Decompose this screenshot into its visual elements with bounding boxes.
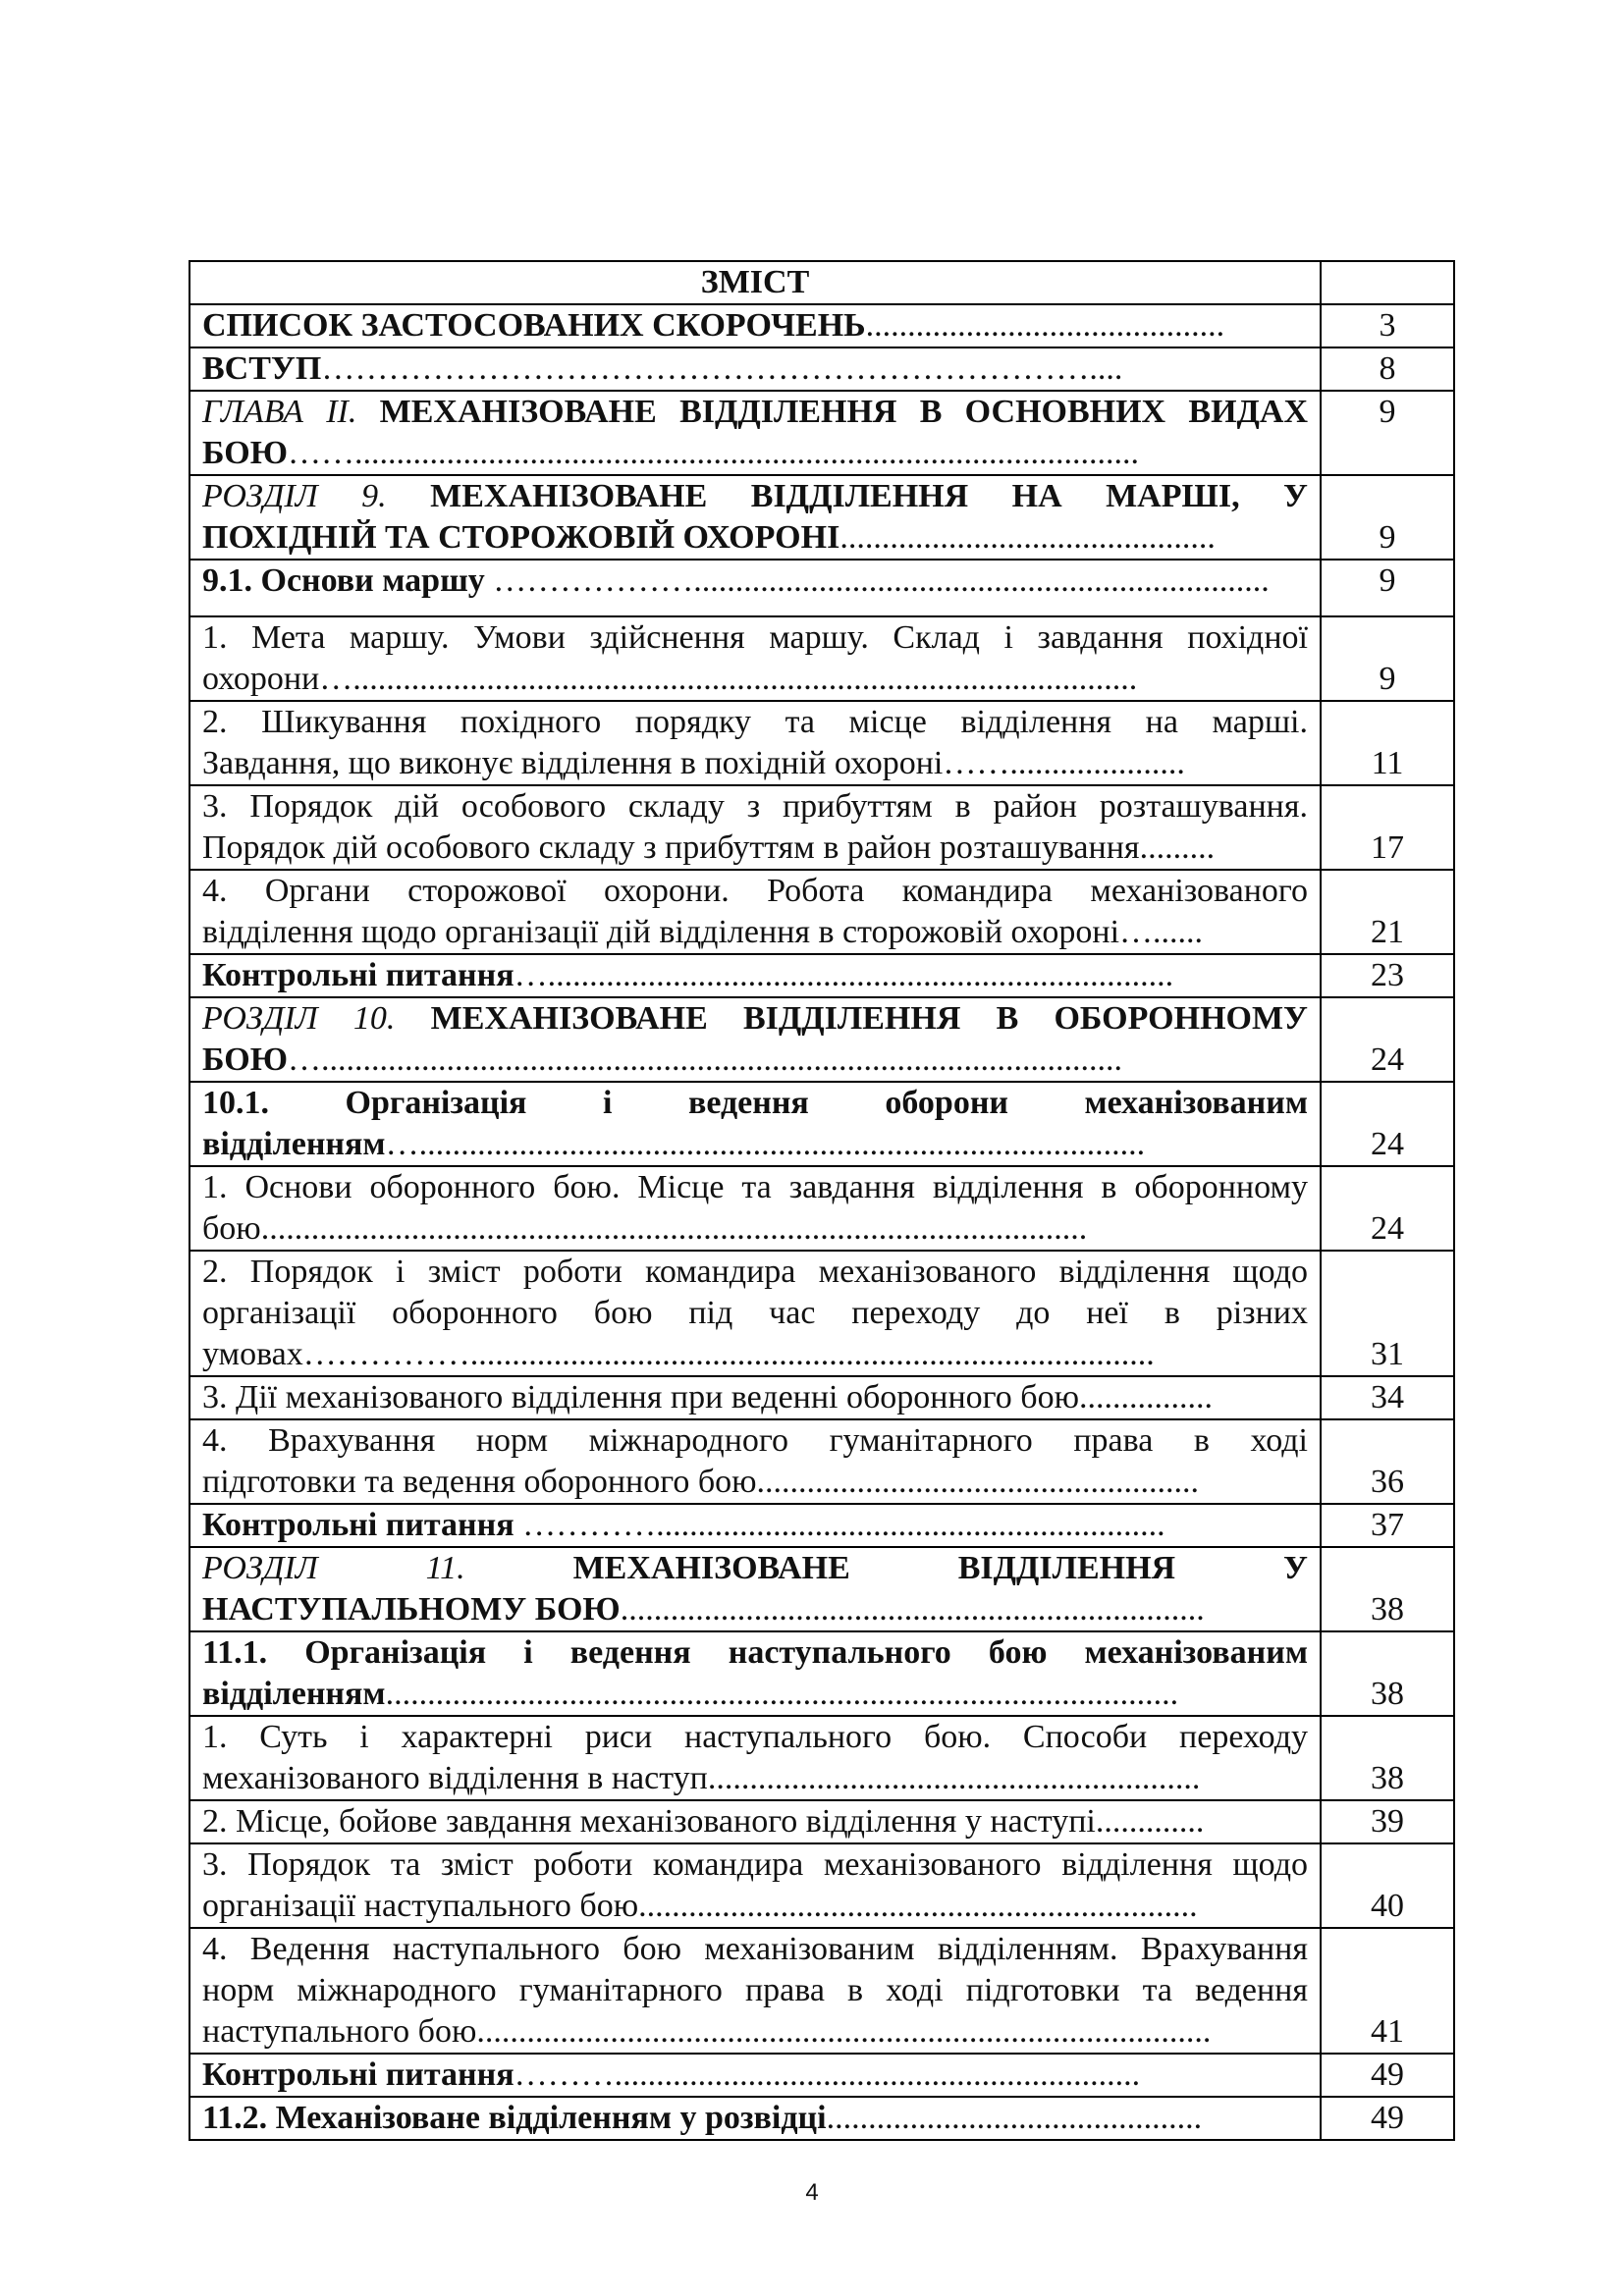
toc-heading: ЗМІСТ <box>189 261 1321 304</box>
toc-entry-title: 10.1. Організація і ведення оборони механізованим <box>202 1085 1308 1121</box>
toc-page: 38 <box>1321 1716 1454 1800</box>
toc-row <box>189 1928 1454 2054</box>
toc-entry-prefix: ГЛАВА ІІ. <box>202 394 357 430</box>
toc-entry <box>189 1166 1321 1251</box>
toc-entry-title: МЕХАНІЗОВАНЕ ВІДДІЛЕННЯ В ОСНОВНИХ ВИДАХ <box>379 394 1309 430</box>
toc-page: 24 <box>1321 997 1454 1082</box>
toc-row <box>189 2054 1454 2097</box>
toc-entry-text-cont: відділення щодо організації дій відділення в сторожовій охороні <box>202 914 1120 950</box>
toc-dots: …........................................................................... <box>514 957 1174 993</box>
toc-row <box>189 997 1454 1082</box>
toc-entry-text-cont: організації наступального бою <box>202 1888 639 1924</box>
toc-entry-title: 9.1. Основи маршу <box>202 562 485 599</box>
toc-dots: ............. <box>1095 1803 1205 1840</box>
toc-dots: ………………..................................................................... <box>484 562 1270 599</box>
toc-entry <box>189 475 1321 560</box>
toc-page: 9 <box>1321 616 1454 701</box>
toc-dots: …................................................................................................ <box>287 1041 1122 1078</box>
toc-entry-text-mid: норм міжнародного гуманітарного права в ході підготовки та ведення <box>202 1972 1308 2008</box>
toc-entry-text: 4. Врахування норм міжнародного гуманітарного права в ході <box>202 1422 1308 1459</box>
toc-dots: …………………………………………………………….... <box>321 350 1123 387</box>
toc-entry-text-mid: організації оборонного бою під час переходу до неї в різних <box>202 1295 1308 1331</box>
toc-row <box>189 1547 1454 1631</box>
toc-entry-title: МЕХАНІЗОВАНЕ ВІДДІЛЕННЯ В ОБОРОННОМУ <box>430 1000 1308 1037</box>
toc-entry-text: 3. Порядок та зміст роботи командира механізованого відділення щодо <box>202 1846 1308 1883</box>
toc-entry <box>189 701 1321 785</box>
toc-page: 31 <box>1321 1251 1454 1376</box>
toc-row <box>189 1251 1454 1376</box>
toc-entry <box>189 997 1321 1082</box>
toc-row <box>189 347 1454 391</box>
toc-entry <box>189 1251 1321 1376</box>
toc-row <box>189 1166 1454 1251</box>
toc-entry-text-cont: охорони <box>202 661 320 697</box>
toc-entry-prefix: РОЗДІЛ 11. <box>202 1550 465 1586</box>
toc-entry <box>189 2054 1321 2097</box>
toc-dots: ........................................... <box>865 307 1225 344</box>
toc-entry-title-cont: БОЮ <box>202 435 288 471</box>
toc-page: 38 <box>1321 1631 1454 1716</box>
toc-row <box>189 2097 1454 2140</box>
toc-entry-title-cont: БОЮ <box>202 1041 288 1078</box>
toc-entry-text: 4. Органи сторожової охорони. Робота командира механізованого <box>202 873 1308 909</box>
toc-page: 36 <box>1321 1419 1454 1504</box>
toc-entry-title: МЕХАНІЗОВАНЕ ВІДДІЛЕННЯ У <box>572 1550 1309 1586</box>
toc-dots: ...................................................................... <box>620 1591 1205 1628</box>
toc-entry-title: 11.1. Організація і ведення наступального бою механізованим <box>202 1634 1308 1671</box>
toc-page: 21 <box>1321 870 1454 954</box>
toc-entry-text: 2. Шикування похідного порядку та місце відділення на марші. <box>202 704 1308 740</box>
toc-row <box>189 1800 1454 1843</box>
toc-dots: ................ <box>1078 1379 1213 1415</box>
toc-entry <box>189 954 1321 997</box>
toc-page: 38 <box>1321 1547 1454 1631</box>
toc-dots: ............................................. <box>826 2100 1203 2136</box>
toc-entry-text: 3. Порядок дій особового складу з прибуттям в район розташування. <box>202 788 1308 825</box>
toc-entry <box>189 1376 1321 1419</box>
toc-heading-page-cell <box>1321 261 1454 304</box>
toc-page: 11 <box>1321 701 1454 785</box>
toc-dots: …...... <box>1119 914 1204 950</box>
toc-row <box>189 1716 1454 1800</box>
toc-dots: ….............................................................................................. <box>319 661 1138 697</box>
toc-dots: ........................................................................................ <box>476 2013 1212 2050</box>
toc-entry <box>189 347 1321 391</box>
toc-entry-title: Контрольні питання <box>202 1507 514 1543</box>
toc-entry-title-cont: відділенням <box>202 1126 386 1162</box>
toc-page: 9 <box>1321 391 1454 475</box>
toc-entry-text: 3. Дії механізованого відділення при веденні оборонного бою <box>202 1379 1079 1415</box>
toc-dots: ............................................................................................... <box>385 1676 1179 1712</box>
toc-entry <box>189 560 1321 616</box>
toc-page: 39 <box>1321 1800 1454 1843</box>
toc-page: 37 <box>1321 1504 1454 1547</box>
toc-row <box>189 304 1454 347</box>
toc-entry <box>189 2097 1321 2140</box>
toc-entry-text: 1. Основи оборонного бою. Місце та завдання відділення в оборонному <box>202 1169 1308 1205</box>
toc-entry-text: 1. Мета маршу. Умови здійснення маршу. Склад і завдання похідної <box>202 619 1308 656</box>
toc-entry-text-cont: бою <box>202 1210 261 1247</box>
table-of-contents <box>189 260 1455 2141</box>
toc-entry <box>189 785 1321 870</box>
toc-dots: ..................................................... <box>756 1464 1200 1500</box>
toc-dots: …….............................................................................................. <box>287 435 1139 471</box>
toc-entry-title: 11.2. Механізоване відділенням у розвідці <box>202 2100 827 2136</box>
toc-entry-text: 4. Ведення наступального бою механізованим відділенням. Врахування <box>202 1931 1308 1967</box>
toc-row <box>189 1376 1454 1419</box>
toc-row <box>189 870 1454 954</box>
toc-dots: ......... <box>1139 829 1216 866</box>
toc-entry <box>189 1928 1321 2054</box>
toc-entry <box>189 391 1321 475</box>
toc-heading-row <box>189 261 1454 304</box>
toc-entry-text-cont: Порядок дій особового складу з прибуттям в район розташування <box>202 829 1140 866</box>
toc-entry-title: Контрольні питання <box>202 2056 514 2093</box>
toc-entry-text: 2. Порядок і зміст роботи командира механізованого відділення щодо <box>202 1254 1308 1290</box>
toc-row <box>189 560 1454 616</box>
toc-entry-title-cont: відділенням <box>202 1676 386 1712</box>
toc-row <box>189 1631 1454 1716</box>
toc-dots: …....................................................................................... <box>385 1126 1146 1162</box>
toc-page: 49 <box>1321 2097 1454 2140</box>
toc-entry <box>189 870 1321 954</box>
toc-dots: ................................................................... <box>638 1888 1198 1924</box>
toc-row <box>189 616 1454 701</box>
toc-entry-text-cont: підготовки та ведення оборонного бою <box>202 1464 757 1500</box>
toc-page: 41 <box>1321 1928 1454 2054</box>
toc-entry-title-cont: НАСТУПАЛЬНОМУ БОЮ <box>202 1591 621 1628</box>
toc-entry <box>189 1843 1321 1928</box>
toc-page: 49 <box>1321 2054 1454 2097</box>
toc-entry-title: МЕХАНІЗОВАНЕ ВІДДІЛЕННЯ НА МАРШІ, У <box>430 478 1308 514</box>
toc-entry-text-cont: умовах <box>202 1336 303 1372</box>
toc-page: 9 <box>1321 475 1454 560</box>
toc-page: 3 <box>1321 304 1454 347</box>
toc-entry-title-cont: ПОХІДНІЙ ТА СТОРОЖОВІЙ ОХОРОНІ <box>202 519 840 556</box>
toc-page: 17 <box>1321 785 1454 870</box>
toc-entry-prefix: РОЗДІЛ 10. <box>202 1000 396 1037</box>
toc-entry-text-cont: механізованого відділення в наступ <box>202 1760 708 1796</box>
toc-entry-text: 1. Суть і характерні риси наступального бою. Способи переходу <box>202 1719 1308 1755</box>
toc-entry-text-cont: Завдання, що виконує відділення в похідній охороні <box>202 745 944 781</box>
toc-page: 9 <box>1321 560 1454 616</box>
toc-entry <box>189 1716 1321 1800</box>
toc-entry <box>189 616 1321 701</box>
toc-dots: …………….................................................................................. <box>302 1336 1155 1372</box>
toc-row <box>189 954 1454 997</box>
toc-row <box>189 1843 1454 1928</box>
toc-dots: …………............................................................. <box>514 1507 1165 1543</box>
toc-page: 8 <box>1321 347 1454 391</box>
toc-row <box>189 701 1454 785</box>
toc-entry <box>189 304 1321 347</box>
toc-page: 40 <box>1321 1843 1454 1928</box>
toc-entry-text-cont: наступального бою <box>202 2013 477 2050</box>
toc-dots: ................................................................................................... <box>260 1210 1088 1247</box>
toc-entry <box>189 1504 1321 1547</box>
page-number: 4 <box>805 2179 819 2206</box>
toc-entry <box>189 1547 1321 1631</box>
toc-entry-title: Контрольні питання <box>202 957 514 993</box>
toc-page: 34 <box>1321 1376 1454 1419</box>
toc-row <box>189 785 1454 870</box>
toc-row <box>189 1504 1454 1547</box>
toc-page: 24 <box>1321 1082 1454 1166</box>
toc-entry <box>189 1631 1321 1716</box>
toc-row <box>189 391 1454 475</box>
toc-dots: ………............................................................... <box>514 2056 1141 2093</box>
toc-dots: ........................................................... <box>707 1760 1201 1796</box>
toc-page: 24 <box>1321 1166 1454 1251</box>
toc-entry-title: ВСТУП <box>202 350 322 387</box>
toc-dots: ............................................. <box>839 519 1216 556</box>
toc-entry <box>189 1419 1321 1504</box>
toc-row <box>189 475 1454 560</box>
toc-entry <box>189 1800 1321 1843</box>
toc-row <box>189 1419 1454 1504</box>
toc-page: 23 <box>1321 954 1454 997</box>
toc-entry <box>189 1082 1321 1166</box>
toc-dots: ……..................... <box>943 745 1185 781</box>
toc-entry-title: СПИСОК ЗАСТОСОВАНИХ СКОРОЧЕНЬ <box>202 307 866 344</box>
toc-entry-prefix: РОЗДІЛ 9. <box>202 478 387 514</box>
toc-row <box>189 1082 1454 1166</box>
toc-entry-text: 2. Місце, бойове завдання механізованого відділення у наступі <box>202 1803 1096 1840</box>
